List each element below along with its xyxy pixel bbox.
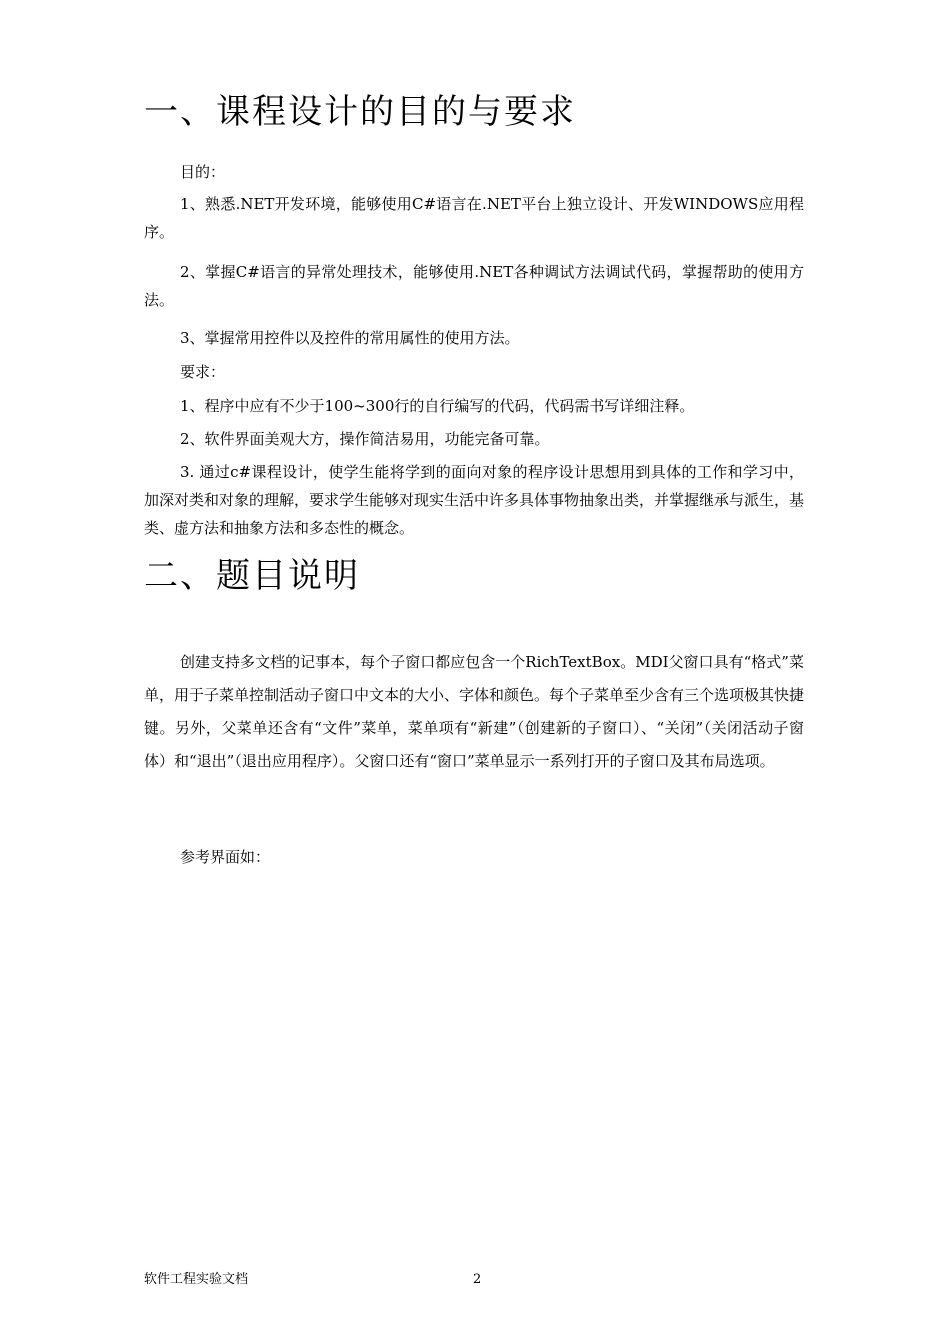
footer-doc-title: 软件工程实验文档 — [144, 1272, 249, 1287]
footer-page-number: 2 — [473, 1272, 482, 1287]
reference-label: 参考界面如： — [180, 848, 271, 866]
section-1-title: 一、课程设计的目的与要求 — [144, 92, 576, 132]
topic-description: 创建支持多文档的记事本，每个子窗口都应包含一个RichTextBox。MDI父窗口具有“格式”菜单，用于子菜单控制活动子窗口中文本的大小、字体和颜色。每个子菜单至少含有三个选项极其快捷键。另外，父菜单还含有“文件”菜单，菜单项有“新建”（创建新的子窗口）、“关闭”（关闭活动子窗体）和“退出”（退出应用程序）。父窗口还有“窗口”菜单显示一系列打开的子窗口及其布局选项。 — [144, 653, 805, 770]
requirement-item-1: 1、程序中应有不少于100~300行的自行编写的代码，代码需书写详细注释。 — [180, 397, 695, 415]
purpose-item-2: 2、掌握C#语言的异常处理技术，能够使用.NET各种调试方法调试代码，掌握帮助的使用方法。 — [144, 263, 804, 309]
purpose-item-3: 3、掌握常用控件以及控件的常用属性的使用方法。 — [180, 329, 520, 347]
requirement-item-2: 2、软件界面美观大方，操作简洁易用，功能完备可靠。 — [180, 430, 550, 448]
requirement-label: 要求： — [180, 363, 226, 381]
requirement-item-3: 3. 通过c#课程设计，使学生能将学到的面向对象的程序设计思想用到具体的工作和学习中，加深对类和对象的理解，要求学生能够对现实生活中许多具体事物抽象出类，并掌握继承与派生，基类、虚方法和抽象方法和多态性的概念。 — [144, 463, 805, 537]
purpose-label: 目的： — [180, 163, 226, 181]
section-2-title: 二、题目说明 — [144, 556, 360, 596]
purpose-item-1: 1、熟悉.NET开发环境，能够使用C#语言在.NET平台上独立设计、开发WINDOWS应用程序。 — [144, 195, 804, 241]
